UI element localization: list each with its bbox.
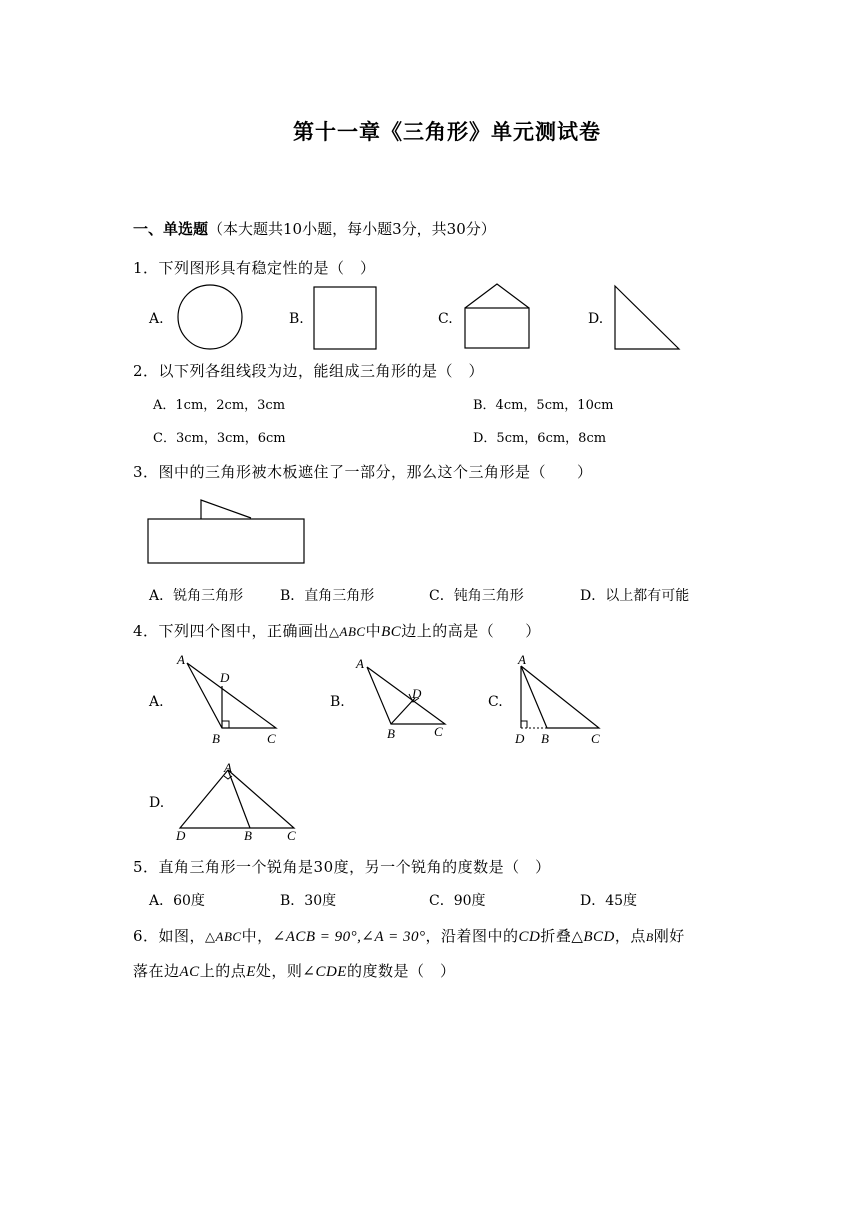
- fig-a-label-a: A: [177, 652, 185, 667]
- q3-board-figure: [146, 498, 308, 568]
- q3-option-d: D．以上都有可能: [580, 588, 690, 604]
- q6-point-b: B: [645, 930, 654, 944]
- fig-c-label-a: A: [518, 652, 526, 667]
- q4-figure-c: [506, 650, 616, 750]
- q6-text: 折叠△: [540, 927, 584, 945]
- fig-a-label-c: C: [267, 731, 276, 746]
- q1-circle-figure: [176, 284, 246, 354]
- q1-triangle-figure: [613, 285, 683, 353]
- q1-option-a: A.: [149, 311, 164, 327]
- question-2-stem: 2．以下列各组线段为边，能组成三角形的是（ ）: [133, 362, 485, 380]
- section-label: 一、单选题: [133, 220, 209, 238]
- q6-text: 的度数是（ ）: [346, 962, 456, 980]
- q6-text: 上的点: [199, 962, 247, 980]
- q6-text: 刚好: [653, 927, 685, 945]
- q6-triangle-name: △ABC: [205, 929, 242, 944]
- q4-option-d: D.: [149, 795, 165, 811]
- q4-stem-mid: 中: [365, 622, 382, 640]
- fig-a-label-d: D: [220, 670, 230, 685]
- q5-option-c: C．90度: [429, 893, 486, 909]
- question-6-line-2: [133, 960, 455, 981]
- q1-house-figure: [464, 283, 532, 351]
- section-note: （本大题共10小题，每小题3分，共30分）: [208, 220, 496, 238]
- question-5-stem: 5．直角三角形一个锐角是30度，另一个锐角的度数是（ ）: [133, 858, 551, 876]
- q6-triangle-bcd: BCD: [583, 929, 615, 945]
- q2-option-d: D．5cm，6cm，8cm: [473, 431, 607, 446]
- q4-triangle-name: △ABC: [329, 624, 366, 639]
- q3-option-b: B．直角三角形: [280, 588, 375, 604]
- question-4-stem: [133, 620, 541, 641]
- q4-figure-d: [170, 760, 310, 850]
- q2-option-c: C．3cm，3cm，6cm: [153, 431, 286, 446]
- fig-d-label-c: C: [287, 828, 296, 843]
- fig-d-label-d: D: [176, 828, 186, 843]
- fig-c-label-d: D: [515, 731, 525, 746]
- fig-d-label-a: A: [224, 760, 232, 775]
- q4-option-c: C.: [488, 694, 503, 710]
- fig-c-label-b: B: [541, 731, 549, 746]
- q5-option-d: D．45度: [580, 893, 638, 909]
- q6-text: 落在边: [133, 962, 180, 980]
- question-6-line-1: [133, 925, 685, 946]
- q4-segment-name: BC: [381, 624, 402, 640]
- fig-b-label-a: A: [356, 656, 364, 671]
- q6-text: 中，: [241, 927, 273, 945]
- q6-condition: ∠ACB = 90°,∠A = 30°: [272, 929, 426, 945]
- fig-b-label-b: B: [387, 726, 395, 741]
- fig-a-label-b: B: [212, 731, 220, 746]
- fig-c-label-c: C: [591, 731, 600, 746]
- fig-b-label-c: C: [434, 724, 443, 739]
- q6-angle-cde: ∠CDE: [302, 964, 347, 980]
- q4-option-b: B.: [330, 694, 345, 710]
- q4-figure-b: [350, 650, 460, 750]
- q3-option-c: C．钝角三角形: [429, 588, 524, 604]
- q1-square-figure: [313, 286, 379, 352]
- q1-option-c: C.: [438, 311, 453, 327]
- q6-text: 处，则: [255, 962, 303, 980]
- q6-point-e: E: [246, 964, 256, 980]
- section-header: [133, 218, 496, 239]
- q4-option-a: A.: [149, 694, 164, 710]
- q4-stem-prefix: 4．下列四个图中，正确画出: [133, 622, 330, 640]
- q6-segment-ac: AC: [179, 964, 200, 980]
- question-3-stem: 3．图中的三角形被木板遮住了一部分，那么这个三角形是（ ）: [133, 463, 593, 481]
- q1-option-d: D.: [588, 311, 604, 327]
- q3-option-a: A．锐角三角形: [149, 588, 244, 604]
- fig-d-label-b: B: [244, 828, 252, 843]
- q6-text: 6．如图，: [133, 927, 206, 945]
- q5-option-b: B．30度: [280, 893, 337, 909]
- q6-text: ，点: [614, 927, 646, 945]
- q6-segment-cd: CD: [518, 929, 541, 945]
- question-1-stem: 1．下列图形具有稳定性的是（ ）: [133, 259, 376, 277]
- q2-option-b: B．4cm，5cm，10cm: [473, 398, 614, 413]
- q6-text: ，沿着图中的: [425, 927, 519, 945]
- q4-stem-suffix: 边上的高是（ ）: [401, 622, 541, 640]
- q5-option-a: A．60度: [149, 893, 205, 909]
- q2-option-a: A．1cm，2cm，3cm: [153, 398, 286, 413]
- q4-figure-a: [170, 650, 290, 750]
- q1-option-b: B.: [289, 311, 304, 327]
- fig-b-label-d: D: [412, 686, 422, 701]
- page-title: 第十一章《三角形》单元测试卷: [293, 119, 601, 144]
